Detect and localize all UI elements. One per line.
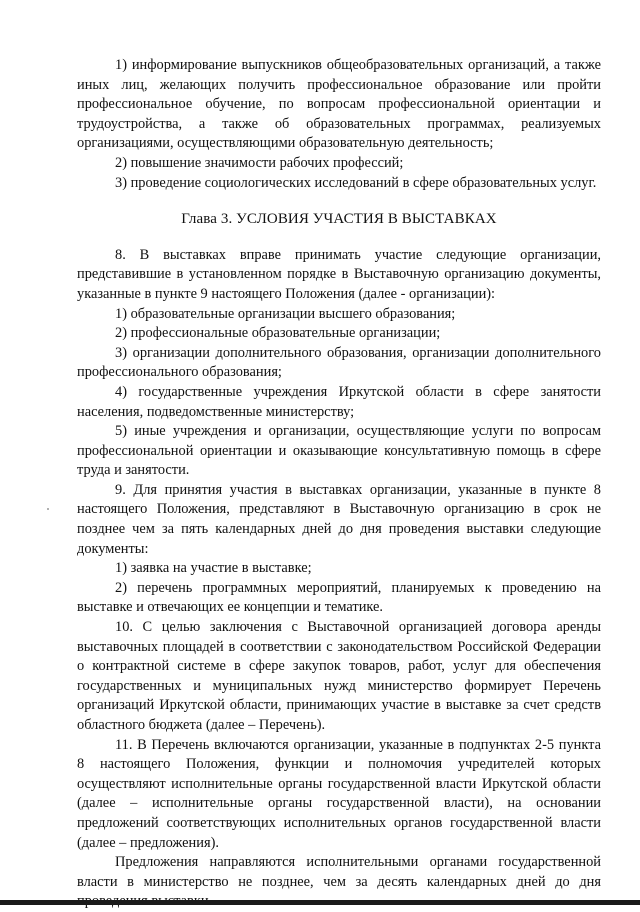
chapter-heading: Глава 3. УСЛОВИЯ УЧАСТИЯ В ВЫСТАВКАХ <box>181 211 497 228</box>
list-item: 1) информирование выпускников общеобразовательных организаций, а также иных лиц, желающих получить профессиональное образование или пройти профессиональное обучение, по вопросам профессиональной ориентации и трудоустройства, а также об образовательных программах, реализуемых организациями, осуществляющими образовательную деятельность; <box>77 57 601 152</box>
section-8-intro: 8. В выставках вправе принимать участие следующие организации, представившие в установленном порядке в Выставочную организацию документы, указанные в пункте 9 настоящего Положения (далее - организации): <box>77 246 601 302</box>
section-9-intro: 9. Для принятия участия в выставках организации, указанные в пункте 8 настоящего Положения, представляют в Выставочную организацию в срок не позднее чем за пять календарных дней до дня проведения выставки следующие документы: <box>77 481 601 557</box>
list-item: 2) повышение значимости рабочих профессий; <box>115 154 404 171</box>
closing-paragraph: Предложения направляются исполнительными органами государственной власти в министерство не позднее, чем за десять календарных дней до дня <box>77 854 601 890</box>
list-item: 1) заявка на участие в выставке; <box>115 560 312 577</box>
list-item: 2) профессиональные образовательные организации; <box>115 325 441 342</box>
section-10-paragraph: 10. С целью заключения с Выставочной организацией договора аренды выставочных площадей в соответствии с законодательством Российской Федерации о контрактной системе в сфере закупок товаров, работ, услуг для обеспечения государственных и муниципальных нужд министерство формирует Перечень организаций Иркутской области, принимающих участие в выставке за счет средств областного бюджета (далее – Перечень). <box>77 619 601 733</box>
list-item: 1) образовательные организации высшего образования; <box>115 305 456 322</box>
section-11-paragraph: 11. В Перечень включаются организации, указанные в подпунктах 2-5 пункта 8 настоящего Положения, функции и полномочия учредителей которых осуществляют исполнительные органы государственной власти Иркутской области (далее – исполнительные органы государственной власти), на основании предложений соответствующих исполнительных органов государственной власти (далее – предложения). <box>77 736 601 851</box>
scan-speck <box>47 508 49 510</box>
document-body <box>77 56 601 912</box>
list-item: 3) организации дополнительного образования, организации дополнительного профессионального образования; <box>77 344 601 381</box>
list-item: 3) проведение социологических исследований в сфере образовательных услуг. <box>115 174 597 191</box>
list-item: 2) перечень программных мероприятий, планируемых к проведению на выставке и отвечающих ее концепции и тематике. <box>77 579 601 616</box>
list-item: 5) иные учреждения и организации, осуществляющие услуги по вопросам профессиональной ориентации и оказывающие консультативную помощь в сфере труда и занятости. <box>77 423 601 479</box>
scan-bottom-edge <box>0 900 640 905</box>
list-item: 4) государственные учреждения Иркутской области в сфере занятости населения, подведомственные министерству; <box>77 383 601 420</box>
